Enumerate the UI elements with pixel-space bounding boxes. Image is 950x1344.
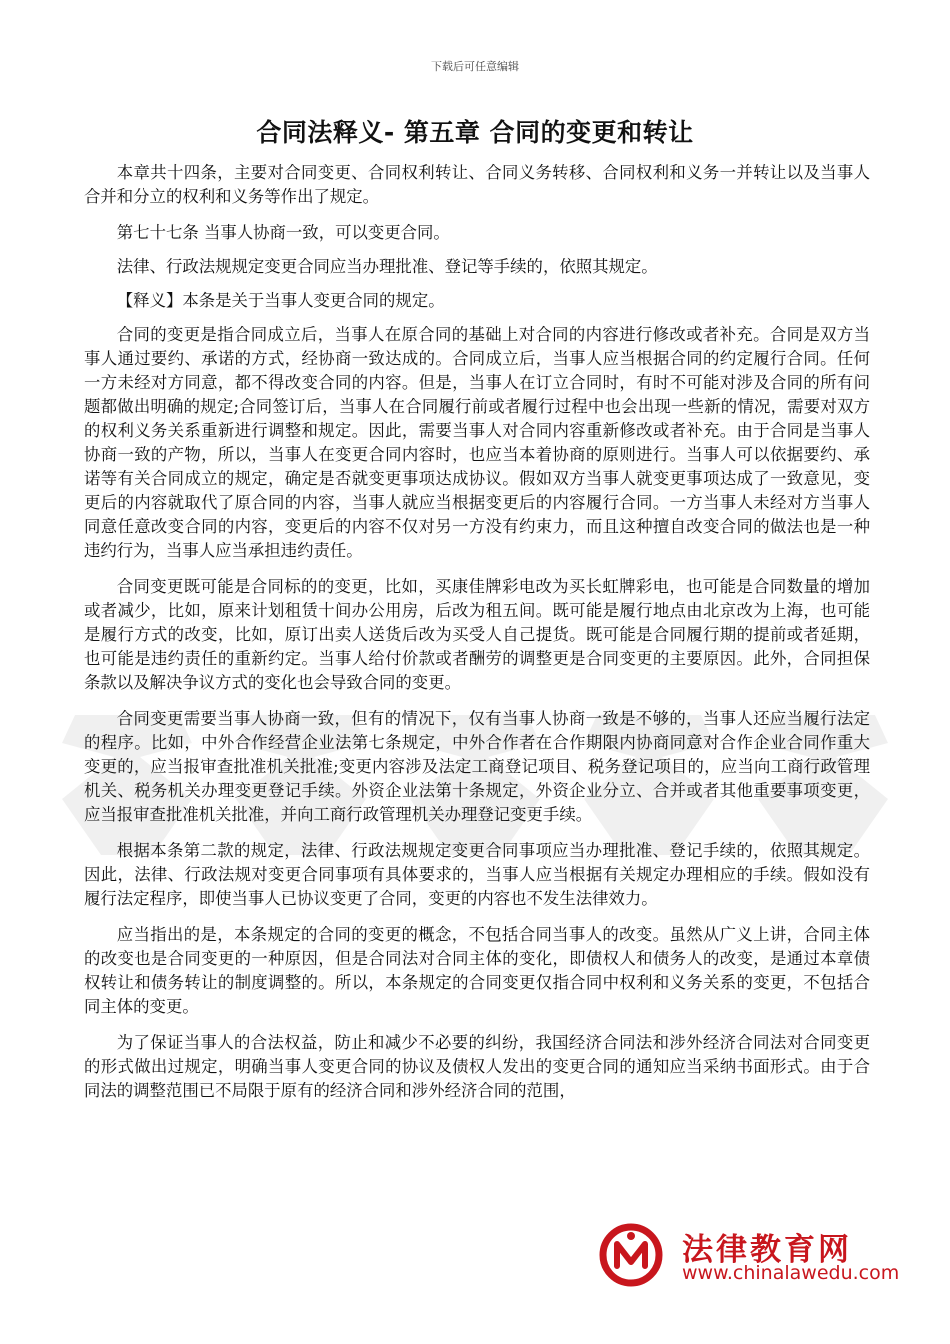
paragraph: 第七十七条 当事人协商一致，可以变更合同。 xyxy=(116,223,450,242)
paragraph: 【释义】本条是关于当事人变更合同的规定。 xyxy=(116,291,445,310)
law-education-logo-icon xyxy=(598,1222,664,1288)
header-note: 下载后可任意编辑 xyxy=(431,60,519,73)
paragraph: 根据本条第二款的规定，法律、行政法规规定变更合同事项应当办理批准、登记手续的，依照其规定。因此，法律、行政法规对变更合同事项有具体要求的，当事人应当根据有关规定办理相应的手续。假如没有履行法定程序，即使当事人已协议变更了合同，变更的内容也不发生法律效力。 xyxy=(84,841,870,908)
site-logo xyxy=(598,1222,900,1292)
paragraph: 本章共十四条，主要对合同变更、合同权利转让、合同义务转移、合同权利和义务一并转让以及当事人合并和分立的权利和义务等作出了规定。 xyxy=(84,163,870,206)
logo-url: www.chinalawedu.com xyxy=(682,1262,900,1284)
paragraph: 为了保证当事人的合法权益，防止和减少不必要的纠纷，我国经济合同法和涉外经济合同法对合同变更的形式做出过规定，明确当事人变更合同的协议及债权人发出的变更合同的通知应当采纳书面形式。由于合同法的调整范围已不局限于原有的经济合同和涉外经济合同的范围， xyxy=(84,1033,870,1100)
paragraph: 合同变更既可能是合同标的的变更，比如，买康佳牌彩电改为买长虹牌彩电，也可能是合同数量的增加或者减少，比如，原来计划租赁十间办公用房，后改为租五间。既可能是履行地点由北京改为上海，也可能是履行方式的改变，比如，原订出卖人送货后改为买受人自己提货。既可能是合同履行期的提前或者延期，也可能是违约责任的重新约定。当事人给付价款或者酬劳的调整更是合同变更的主要原因。此外，合同担保条款以及解决争议方式的变化也会导致合同的变更。 xyxy=(84,577,870,692)
document-body xyxy=(84,161,870,1115)
paragraph: 法律、行政法规规定变更合同应当办理批准、登记等手续的，依照其规定。 xyxy=(116,257,658,276)
paragraph: 合同变更需要当事人协商一致，但有的情况下，仅有当事人协商一致是不够的，当事人还应当履行法定的程序。比如，中外合作经营企业法第七条规定，中外合作者在合作期限内协商同意对合作企业合同作重大变更的，应当报审查批准机关批准;变更内容涉及法定工商登记项目、税务登记项目的，应当向工商行政管理机关、税务机关办理变更登记手续。外资企业法第十条规定，外资企业分立、合并或者其他重要事项变更，应当报审查批准机关批准，并向工商行政管理机关办理登记变更手续。 xyxy=(84,709,870,824)
document-title: 合同法释义- 第五章 合同的变更和转让 xyxy=(256,118,694,147)
paragraph: 合同的变更是指合同成立后，当事人在原合同的基础上对合同的内容进行修改或者补充。合同是双方当事人通过要约、承诺的方式，经协商一致达成的。合同成立后，当事人应当根据合同的约定履行合同。任何一方未经对方同意，都不得改变合同的内容。但是，当事人在订立合同时，有时不可能对涉及合同的所有问题都做出明确的规定;合同签订后，当事人在合同履行前或者履行过程中也会出现一些新的情况，需要对双方的权利义务关系重新进行调整和规定。因此，需要当事人对合同内容重新修改或者补充。由于合同是当事人协商一致的产物，所以，当事人在变更合同内容时，也应当本着协商的原则进行。当事人可以依据要约、承诺等有关合同成立的规定，确定是否就变更事项达成协议。假如双方当事人就变更事项达成了一致意见，变更后的内容就取代了原合同的内容，当事人就应当根据变更后的内容履行合同。一方当事人未经对方当事人同意任意改变合同的内容，变更后的内容不仅对另一方没有约束力，而且这种擅自改变合同的做法也是一种违约行为，当事人应当承担违约责任。 xyxy=(84,325,870,560)
logo-name: 法律教育网 xyxy=(682,1232,852,1268)
paragraph: 应当指出的是，本条规定的合同的变更的概念，不包括合同当事人的改变。虽然从广义上讲，合同主体的改变也是合同变更的一种原因，但是合同法对合同主体的变化，即债权人和债务人的改变，是通过本章债权转让和债务转让的制度调整的。所以，本条规定的合同变更仅指合同中权利和义务关系的变更，不包括合同主体的变更。 xyxy=(84,925,870,1016)
